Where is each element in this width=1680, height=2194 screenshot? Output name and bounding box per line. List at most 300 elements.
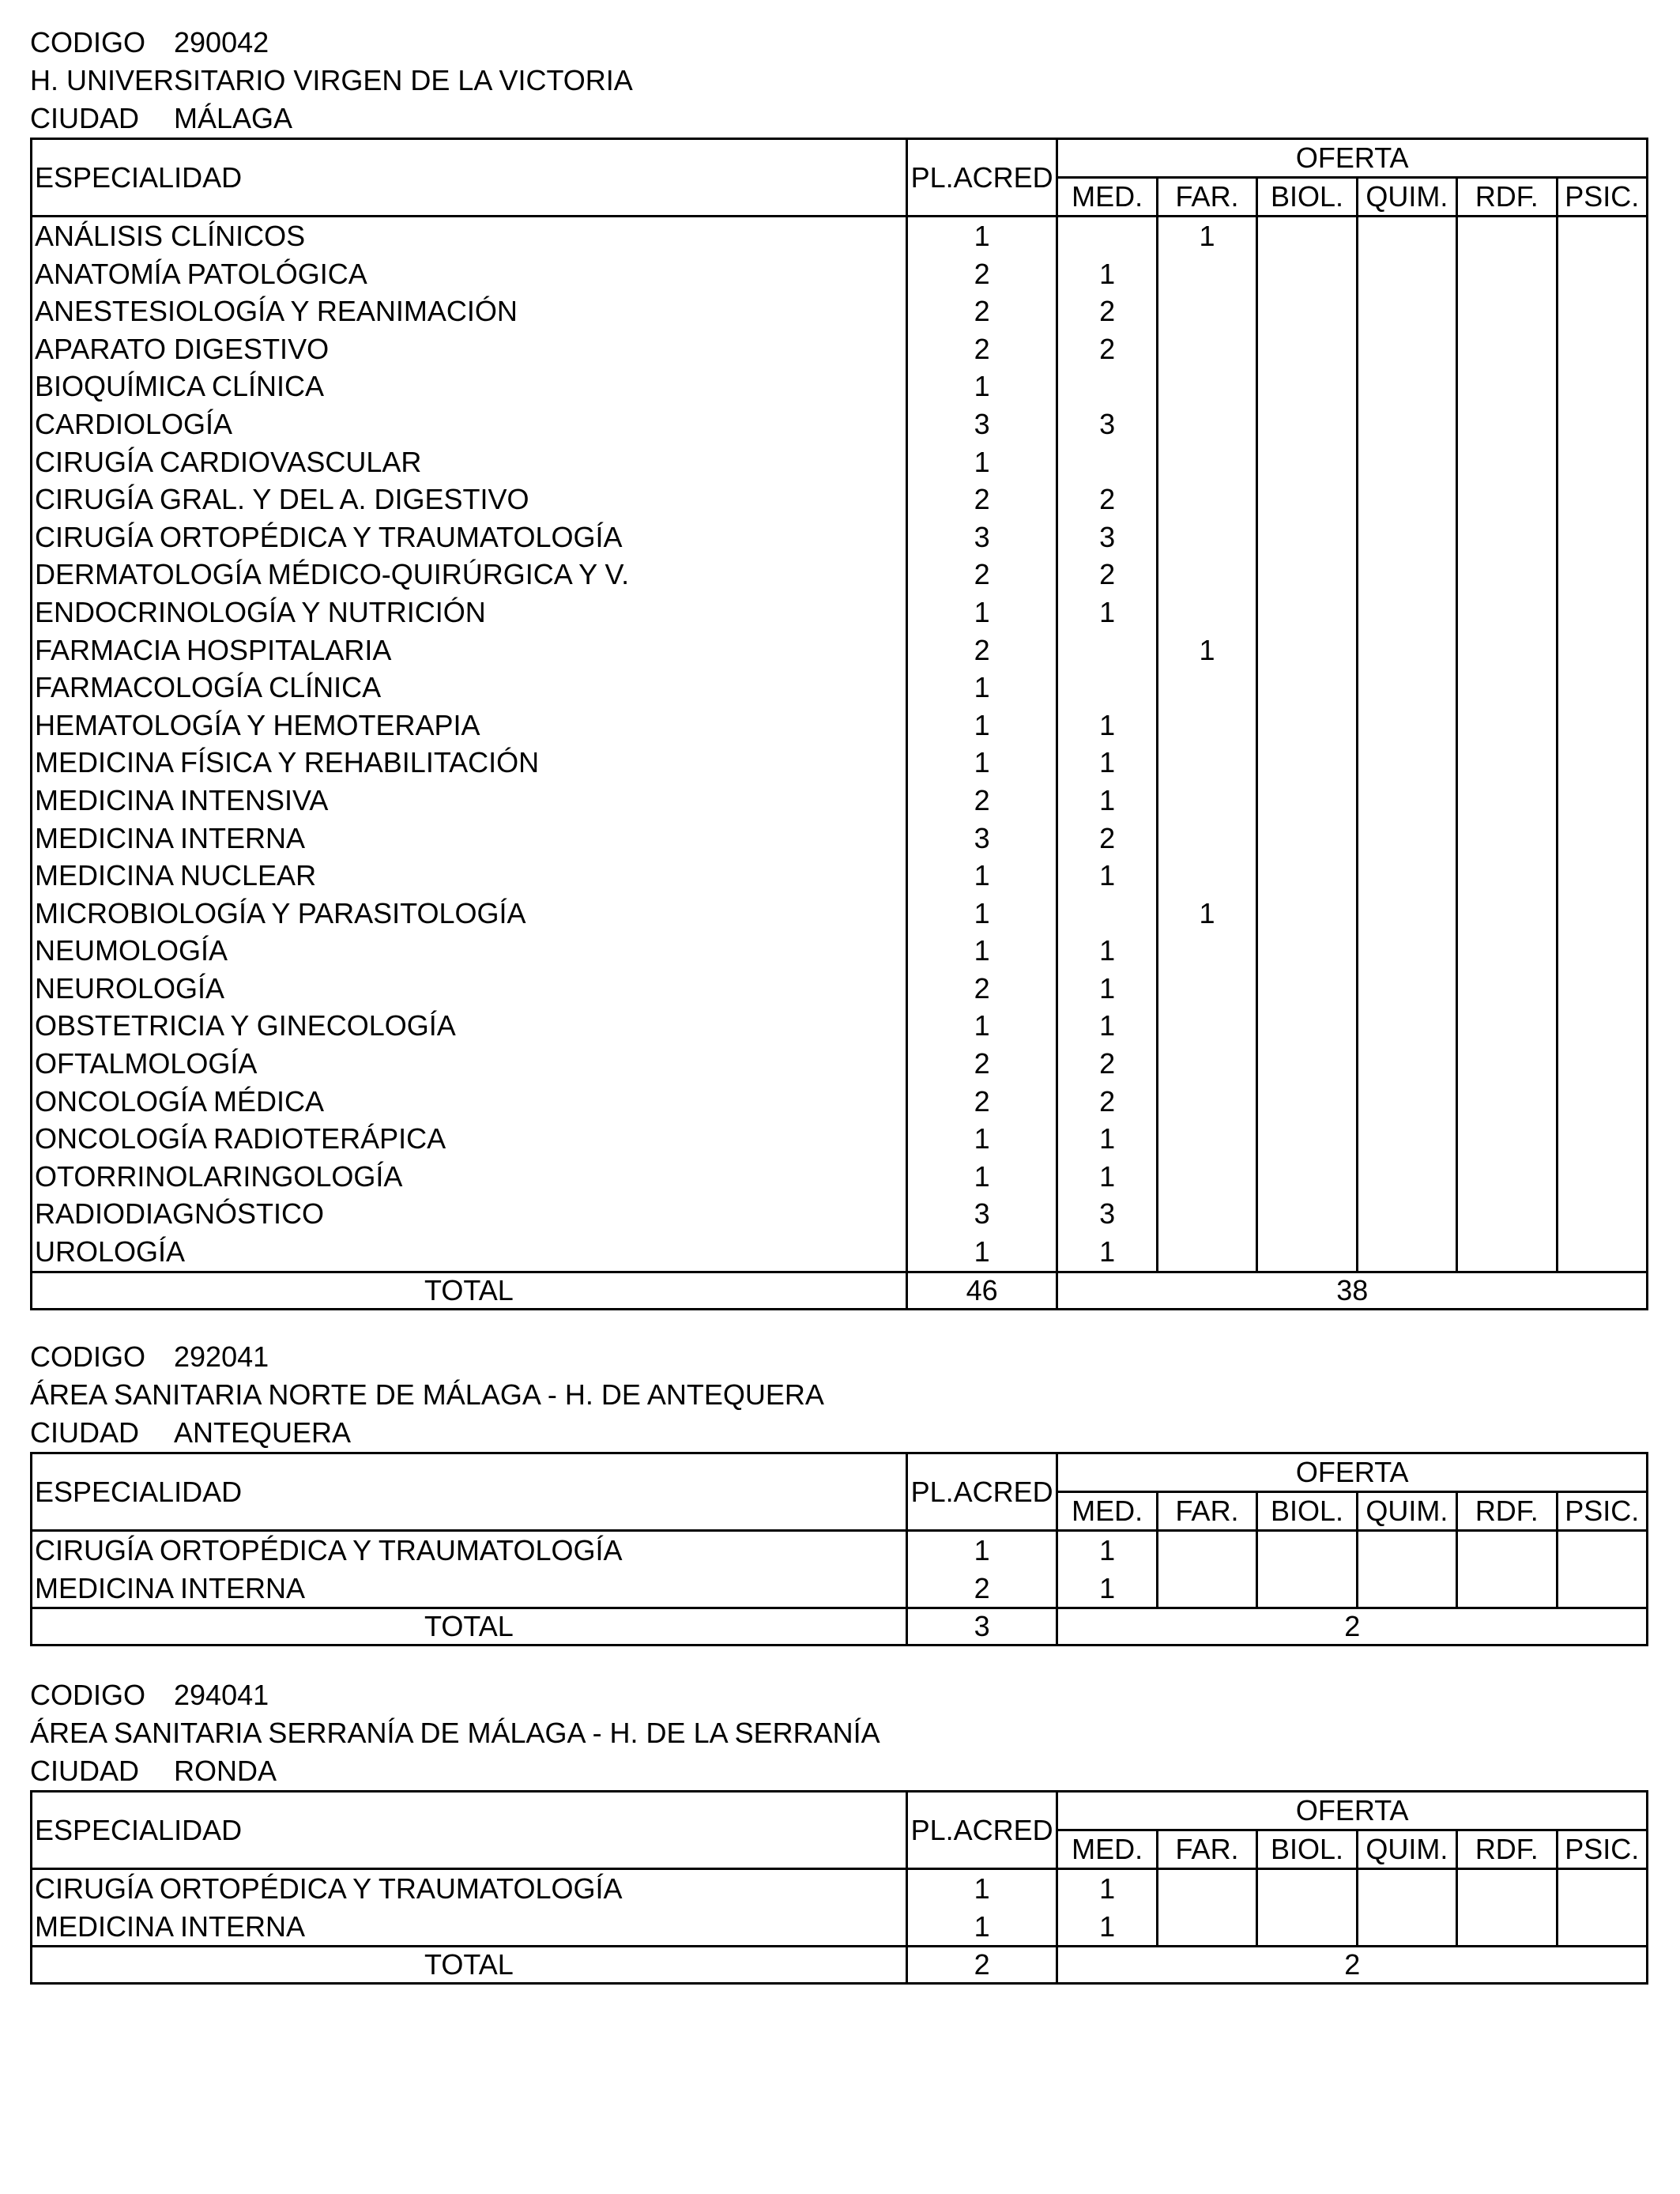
cell-rdf (1457, 782, 1557, 820)
cell-med: 2 (1057, 1045, 1157, 1083)
table-row (32, 1531, 1648, 1570)
cell-rdf (1457, 556, 1557, 594)
cell-especialidad: MEDICINA FÍSICA Y REHABILITACIÓN (32, 744, 907, 782)
total-label: TOTAL (32, 1947, 907, 1984)
cell-quim (1357, 1195, 1456, 1233)
cell-especialidad: CIRUGÍA ORTOPÉDICA Y TRAUMATOLOGÍA (32, 1869, 907, 1908)
cell-biol (1257, 895, 1357, 933)
cell-placred: 2 (906, 1570, 1057, 1608)
cell-rdf (1457, 330, 1557, 368)
cell-rdf (1457, 255, 1557, 293)
codigo-value: 290042 (174, 26, 269, 58)
cell-quim (1357, 669, 1456, 707)
cell-rdf (1457, 292, 1557, 330)
cell-especialidad: ENDOCRINOLOGÍA Y NUTRICIÓN (32, 594, 907, 631)
cell-quim (1357, 405, 1456, 443)
cell-placred: 2 (906, 970, 1057, 1008)
cell-med (1057, 443, 1157, 481)
cell-quim (1357, 970, 1456, 1008)
cell-psic (1557, 1570, 1647, 1608)
cell-biol (1257, 1570, 1357, 1608)
cell-far (1157, 1120, 1256, 1158)
table-row (32, 1869, 1648, 1908)
cell-far (1157, 932, 1256, 970)
cell-especialidad: FARMACOLOGÍA CLÍNICA (32, 669, 907, 707)
header-med: MED. (1057, 1492, 1157, 1531)
total-row (32, 1608, 1648, 1646)
table-header-row (32, 1792, 1648, 1830)
cell-quim (1357, 368, 1456, 405)
cell-rdf (1457, 1195, 1557, 1233)
table-row (32, 1158, 1648, 1196)
cell-especialidad: OTORRINOLARINGOLOGÍA (32, 1158, 907, 1196)
cell-far (1157, 1195, 1256, 1233)
cell-rdf (1457, 1083, 1557, 1121)
cell-especialidad: OFTALMOLOGÍA (32, 1045, 907, 1083)
cell-med: 1 (1057, 1158, 1157, 1196)
cell-quim (1357, 1908, 1456, 1947)
cell-psic (1557, 1531, 1647, 1570)
header-quim: QUIM. (1357, 1492, 1456, 1531)
cell-med: 2 (1057, 330, 1157, 368)
cell-psic (1557, 820, 1647, 858)
cell-especialidad: ANÁLISIS CLÍNICOS (32, 217, 907, 255)
cell-especialidad: MICROBIOLOGÍA Y PARASITOLOGÍA (32, 895, 907, 933)
cell-med: 3 (1057, 405, 1157, 443)
cell-rdf (1457, 1045, 1557, 1083)
cell-biol (1257, 518, 1357, 556)
cell-biol (1257, 1083, 1357, 1121)
cell-biol (1257, 1233, 1357, 1272)
cell-especialidad: BIOQUÍMICA CLÍNICA (32, 368, 907, 405)
ciudad-label: CIUDAD (30, 1755, 140, 1787)
table-row (32, 556, 1648, 594)
cell-especialidad: UROLOGÍA (32, 1233, 907, 1272)
cell-med (1057, 895, 1157, 933)
cell-med: 1 (1057, 970, 1157, 1008)
cell-far (1157, 255, 1256, 293)
cell-psic (1557, 217, 1647, 255)
hospital-name-line (30, 62, 1648, 100)
header-biol: BIOL. (1257, 1830, 1357, 1869)
cell-far (1157, 970, 1256, 1008)
cell-med: 1 (1057, 1869, 1157, 1908)
cell-quim (1357, 631, 1456, 669)
cell-far (1157, 405, 1256, 443)
cell-especialidad: CIRUGÍA CARDIOVASCULAR (32, 443, 907, 481)
cell-psic (1557, 744, 1647, 782)
cell-biol (1257, 970, 1357, 1008)
cell-placred: 1 (906, 1233, 1057, 1272)
codigo-value: 294041 (174, 1679, 269, 1711)
hospital-name-line (30, 1376, 1648, 1414)
cell-quim (1357, 1158, 1456, 1196)
codigo-line (30, 24, 1648, 62)
cell-psic (1557, 1083, 1647, 1121)
header-quim: QUIM. (1357, 1830, 1456, 1869)
cell-placred: 1 (906, 443, 1057, 481)
codigo-value: 292041 (174, 1340, 269, 1373)
cell-far (1157, 782, 1256, 820)
cell-far (1157, 443, 1256, 481)
cell-placred: 2 (906, 782, 1057, 820)
header-far: FAR. (1157, 1830, 1256, 1869)
header-psic: PSIC. (1557, 178, 1647, 217)
cell-quim (1357, 1120, 1456, 1158)
cell-especialidad: MEDICINA INTERNA (32, 820, 907, 858)
table-row (32, 932, 1648, 970)
cell-especialidad: NEUMOLOGÍA (32, 932, 907, 970)
cell-med: 2 (1057, 292, 1157, 330)
cell-quim (1357, 255, 1456, 293)
header-far: FAR. (1157, 178, 1256, 217)
cell-med: 1 (1057, 1908, 1157, 1947)
cell-med: 3 (1057, 1195, 1157, 1233)
cell-quim (1357, 518, 1456, 556)
cell-far (1157, 292, 1256, 330)
cell-especialidad: CIRUGÍA GRAL. Y DEL A. DIGESTIVO (32, 481, 907, 518)
ciudad-line (30, 1414, 1648, 1452)
cell-rdf (1457, 594, 1557, 631)
hospital-section (30, 24, 1648, 1310)
header-rdf: RDF. (1457, 1492, 1557, 1531)
cell-psic (1557, 594, 1647, 631)
total-placred: 3 (906, 1608, 1057, 1646)
cell-far (1157, 556, 1256, 594)
cell-placred: 1 (906, 932, 1057, 970)
cell-rdf (1457, 1233, 1557, 1272)
cell-med: 2 (1057, 1083, 1157, 1121)
cell-biol (1257, 1531, 1357, 1570)
cell-psic (1557, 405, 1647, 443)
cell-far (1157, 1045, 1256, 1083)
ciudad-value: RONDA (174, 1755, 277, 1787)
cell-biol (1257, 594, 1357, 631)
cell-rdf (1457, 405, 1557, 443)
cell-rdf (1457, 631, 1557, 669)
cell-especialidad: DERMATOLOGÍA MÉDICO-QUIRÚRGICA Y V. (32, 556, 907, 594)
cell-biol (1257, 820, 1357, 858)
table-row (32, 782, 1648, 820)
table-header-row (32, 1453, 1648, 1492)
cell-psic (1557, 1120, 1647, 1158)
cell-far (1157, 1083, 1256, 1121)
cell-psic (1557, 707, 1647, 745)
cell-rdf (1457, 970, 1557, 1008)
cell-biol (1257, 631, 1357, 669)
cell-especialidad: ONCOLOGÍA MÉDICA (32, 1083, 907, 1121)
cell-rdf (1457, 1908, 1557, 1947)
cell-biol (1257, 932, 1357, 970)
cell-especialidad: APARATO DIGESTIVO (32, 330, 907, 368)
hospital-name-line (30, 1714, 1648, 1752)
cell-placred: 3 (906, 820, 1057, 858)
table-row (32, 820, 1648, 858)
cell-rdf (1457, 1869, 1557, 1908)
header-med: MED. (1057, 178, 1157, 217)
cell-med: 1 (1057, 707, 1157, 745)
cell-biol (1257, 1908, 1357, 1947)
table-row (32, 895, 1648, 933)
cell-psic (1557, 518, 1647, 556)
cell-psic (1557, 443, 1647, 481)
cell-far (1157, 481, 1256, 518)
cell-med (1057, 368, 1157, 405)
cell-psic (1557, 857, 1647, 895)
cell-med: 2 (1057, 556, 1157, 594)
hospital-section (30, 1338, 1648, 1646)
cell-psic (1557, 1869, 1647, 1908)
cell-biol (1257, 481, 1357, 518)
codigo-label: CODIGO (30, 1340, 146, 1373)
cell-placred: 1 (906, 707, 1057, 745)
cell-especialidad: CARDIOLOGÍA (32, 405, 907, 443)
cell-far (1157, 518, 1256, 556)
cell-psic (1557, 1233, 1647, 1272)
cell-med: 1 (1057, 857, 1157, 895)
table-row (32, 405, 1648, 443)
cell-far (1157, 1908, 1256, 1947)
plazas-table (30, 1790, 1648, 1985)
cell-placred: 2 (906, 631, 1057, 669)
cell-psic (1557, 330, 1647, 368)
codigo-line (30, 1338, 1648, 1376)
cell-especialidad: CIRUGÍA ORTOPÉDICA Y TRAUMATOLOGÍA (32, 1531, 907, 1570)
cell-med: 1 (1057, 744, 1157, 782)
cell-quim (1357, 857, 1456, 895)
cell-rdf (1457, 443, 1557, 481)
cell-quim (1357, 1007, 1456, 1045)
table-row (32, 970, 1648, 1008)
header-placred: PL.ACRED (906, 1453, 1057, 1531)
total-label: TOTAL (32, 1608, 907, 1646)
cell-rdf (1457, 932, 1557, 970)
cell-psic (1557, 782, 1647, 820)
cell-quim (1357, 820, 1456, 858)
cell-med: 2 (1057, 820, 1157, 858)
cell-med: 1 (1057, 1570, 1157, 1608)
cell-quim (1357, 330, 1456, 368)
ciudad-line (30, 1752, 1648, 1790)
cell-biol (1257, 405, 1357, 443)
cell-biol (1257, 556, 1357, 594)
cell-placred: 1 (906, 1869, 1057, 1908)
plazas-table (30, 138, 1648, 1310)
header-biol: BIOL. (1257, 178, 1357, 217)
cell-placred: 1 (906, 857, 1057, 895)
cell-far: 1 (1157, 895, 1256, 933)
table-row (32, 292, 1648, 330)
table-row (32, 1195, 1648, 1233)
cell-far (1157, 669, 1256, 707)
ciudad-value: ANTEQUERA (174, 1416, 352, 1449)
table-row (32, 594, 1648, 631)
hospital-name: H. UNIVERSITARIO VIRGEN DE LA VICTORIA (30, 64, 633, 96)
cell-placred: 2 (906, 481, 1057, 518)
cell-quim (1357, 594, 1456, 631)
table-row (32, 631, 1648, 669)
cell-far (1157, 368, 1256, 405)
table-row (32, 518, 1648, 556)
total-oferta: 2 (1344, 1610, 1361, 1643)
total-label: TOTAL (32, 1272, 907, 1309)
cell-med: 1 (1057, 1120, 1157, 1158)
cell-med (1057, 669, 1157, 707)
cell-biol (1257, 292, 1357, 330)
cell-placred: 1 (906, 368, 1057, 405)
hospital-name: ÁREA SANITARIA SERRANÍA DE MÁLAGA - H. DE LA SERRANÍA (30, 1717, 880, 1749)
cell-especialidad: OBSTETRICIA Y GINECOLOGÍA (32, 1007, 907, 1045)
cell-rdf (1457, 481, 1557, 518)
cell-psic (1557, 292, 1647, 330)
cell-far (1157, 1570, 1256, 1608)
cell-psic (1557, 631, 1647, 669)
cell-biol (1257, 443, 1357, 481)
cell-far (1157, 707, 1256, 745)
cell-quim (1357, 556, 1456, 594)
cell-placred: 3 (906, 405, 1057, 443)
cell-especialidad: CIRUGÍA ORTOPÉDICA Y TRAUMATOLOGÍA (32, 518, 907, 556)
cell-rdf (1457, 1158, 1557, 1196)
cell-biol (1257, 1158, 1357, 1196)
cell-med: 1 (1057, 594, 1157, 631)
cell-far (1157, 820, 1256, 858)
cell-rdf (1457, 1570, 1557, 1608)
table-row (32, 669, 1648, 707)
cell-psic (1557, 932, 1647, 970)
cell-quim (1357, 932, 1456, 970)
cell-quim (1357, 1083, 1456, 1121)
cell-med (1057, 217, 1157, 255)
cell-quim (1357, 1045, 1456, 1083)
header-med: MED. (1057, 1830, 1157, 1869)
header-biol: BIOL. (1257, 1492, 1357, 1531)
plazas-table (30, 1452, 1648, 1646)
cell-placred: 1 (906, 217, 1057, 255)
cell-placred: 1 (906, 895, 1057, 933)
cell-quim (1357, 481, 1456, 518)
cell-psic (1557, 895, 1647, 933)
cell-far (1157, 1869, 1256, 1908)
table-row (32, 1908, 1648, 1947)
cell-med: 1 (1057, 782, 1157, 820)
cell-placred: 2 (906, 556, 1057, 594)
cell-especialidad: NEUROLOGÍA (32, 970, 907, 1008)
header-especialidad: ESPECIALIDAD (32, 1453, 907, 1531)
cell-far (1157, 594, 1256, 631)
header-oferta: OFERTA (1057, 1453, 1648, 1492)
cell-biol (1257, 857, 1357, 895)
table-row (32, 481, 1648, 518)
ciudad-label: CIUDAD (30, 1416, 140, 1449)
cell-far (1157, 1007, 1256, 1045)
header-rdf: RDF. (1457, 178, 1557, 217)
header-placred: PL.ACRED (906, 139, 1057, 217)
cell-placred: 2 (906, 255, 1057, 293)
cell-especialidad: ONCOLOGÍA RADIOTERÁPICA (32, 1120, 907, 1158)
header-oferta: OFERTA (1057, 139, 1648, 178)
cell-especialidad: ANESTESIOLOGÍA Y REANIMACIÓN (32, 292, 907, 330)
header-placred: PL.ACRED (906, 1792, 1057, 1869)
cell-biol (1257, 330, 1357, 368)
table-row (32, 1570, 1648, 1608)
cell-far (1157, 1158, 1256, 1196)
cell-rdf (1457, 1007, 1557, 1045)
header-especialidad: ESPECIALIDAD (32, 139, 907, 217)
cell-especialidad: MEDICINA NUCLEAR (32, 857, 907, 895)
cell-biol (1257, 255, 1357, 293)
cell-biol (1257, 744, 1357, 782)
cell-biol (1257, 669, 1357, 707)
cell-rdf (1457, 820, 1557, 858)
cell-rdf (1457, 744, 1557, 782)
cell-psic (1557, 669, 1647, 707)
cell-quim (1357, 782, 1456, 820)
cell-biol (1257, 782, 1357, 820)
header-oferta: OFERTA (1057, 1792, 1648, 1830)
header-far: FAR. (1157, 1492, 1256, 1531)
cell-especialidad: MEDICINA INTERNA (32, 1570, 907, 1608)
hospital-name: ÁREA SANITARIA NORTE DE MÁLAGA - H. DE ANTEQUERA (30, 1378, 824, 1411)
cell-far (1157, 330, 1256, 368)
cell-placred: 3 (906, 1195, 1057, 1233)
cell-placred: 2 (906, 1045, 1057, 1083)
cell-med: 3 (1057, 518, 1157, 556)
table-row (32, 217, 1648, 255)
table-header-row (32, 139, 1648, 178)
table-row (32, 1120, 1648, 1158)
header-rdf: RDF. (1457, 1830, 1557, 1869)
hospital-section (30, 1676, 1648, 1985)
header-quim: QUIM. (1357, 178, 1456, 217)
table-row (32, 707, 1648, 745)
cell-far (1157, 857, 1256, 895)
ciudad-line (30, 100, 1648, 138)
table-row (32, 1045, 1648, 1083)
cell-far (1157, 1531, 1256, 1570)
table-row (32, 1007, 1648, 1045)
cell-med: 2 (1057, 481, 1157, 518)
cell-placred: 2 (906, 292, 1057, 330)
cell-psic (1557, 1158, 1647, 1196)
cell-biol (1257, 707, 1357, 745)
table-row (32, 1083, 1648, 1121)
cell-med (1057, 631, 1157, 669)
cell-psic (1557, 1908, 1647, 1947)
table-row (32, 1233, 1648, 1272)
cell-rdf (1457, 669, 1557, 707)
cell-especialidad: MEDICINA INTERNA (32, 1908, 907, 1947)
codigo-label: CODIGO (30, 1679, 146, 1711)
total-oferta: 2 (1344, 1948, 1361, 1981)
cell-quim (1357, 217, 1456, 255)
cell-psic (1557, 556, 1647, 594)
cell-placred: 1 (906, 1158, 1057, 1196)
cell-placred: 1 (906, 1120, 1057, 1158)
header-psic: PSIC. (1557, 1830, 1647, 1869)
cell-placred: 1 (906, 594, 1057, 631)
cell-placred: 1 (906, 1531, 1057, 1570)
cell-rdf (1457, 368, 1557, 405)
total-oferta: 38 (1336, 1273, 1369, 1306)
cell-rdf (1457, 518, 1557, 556)
table-row (32, 443, 1648, 481)
cell-placred: 2 (906, 1083, 1057, 1121)
cell-placred: 3 (906, 518, 1057, 556)
cell-quim (1357, 1869, 1456, 1908)
total-placred: 46 (906, 1272, 1057, 1309)
table-row (32, 744, 1648, 782)
